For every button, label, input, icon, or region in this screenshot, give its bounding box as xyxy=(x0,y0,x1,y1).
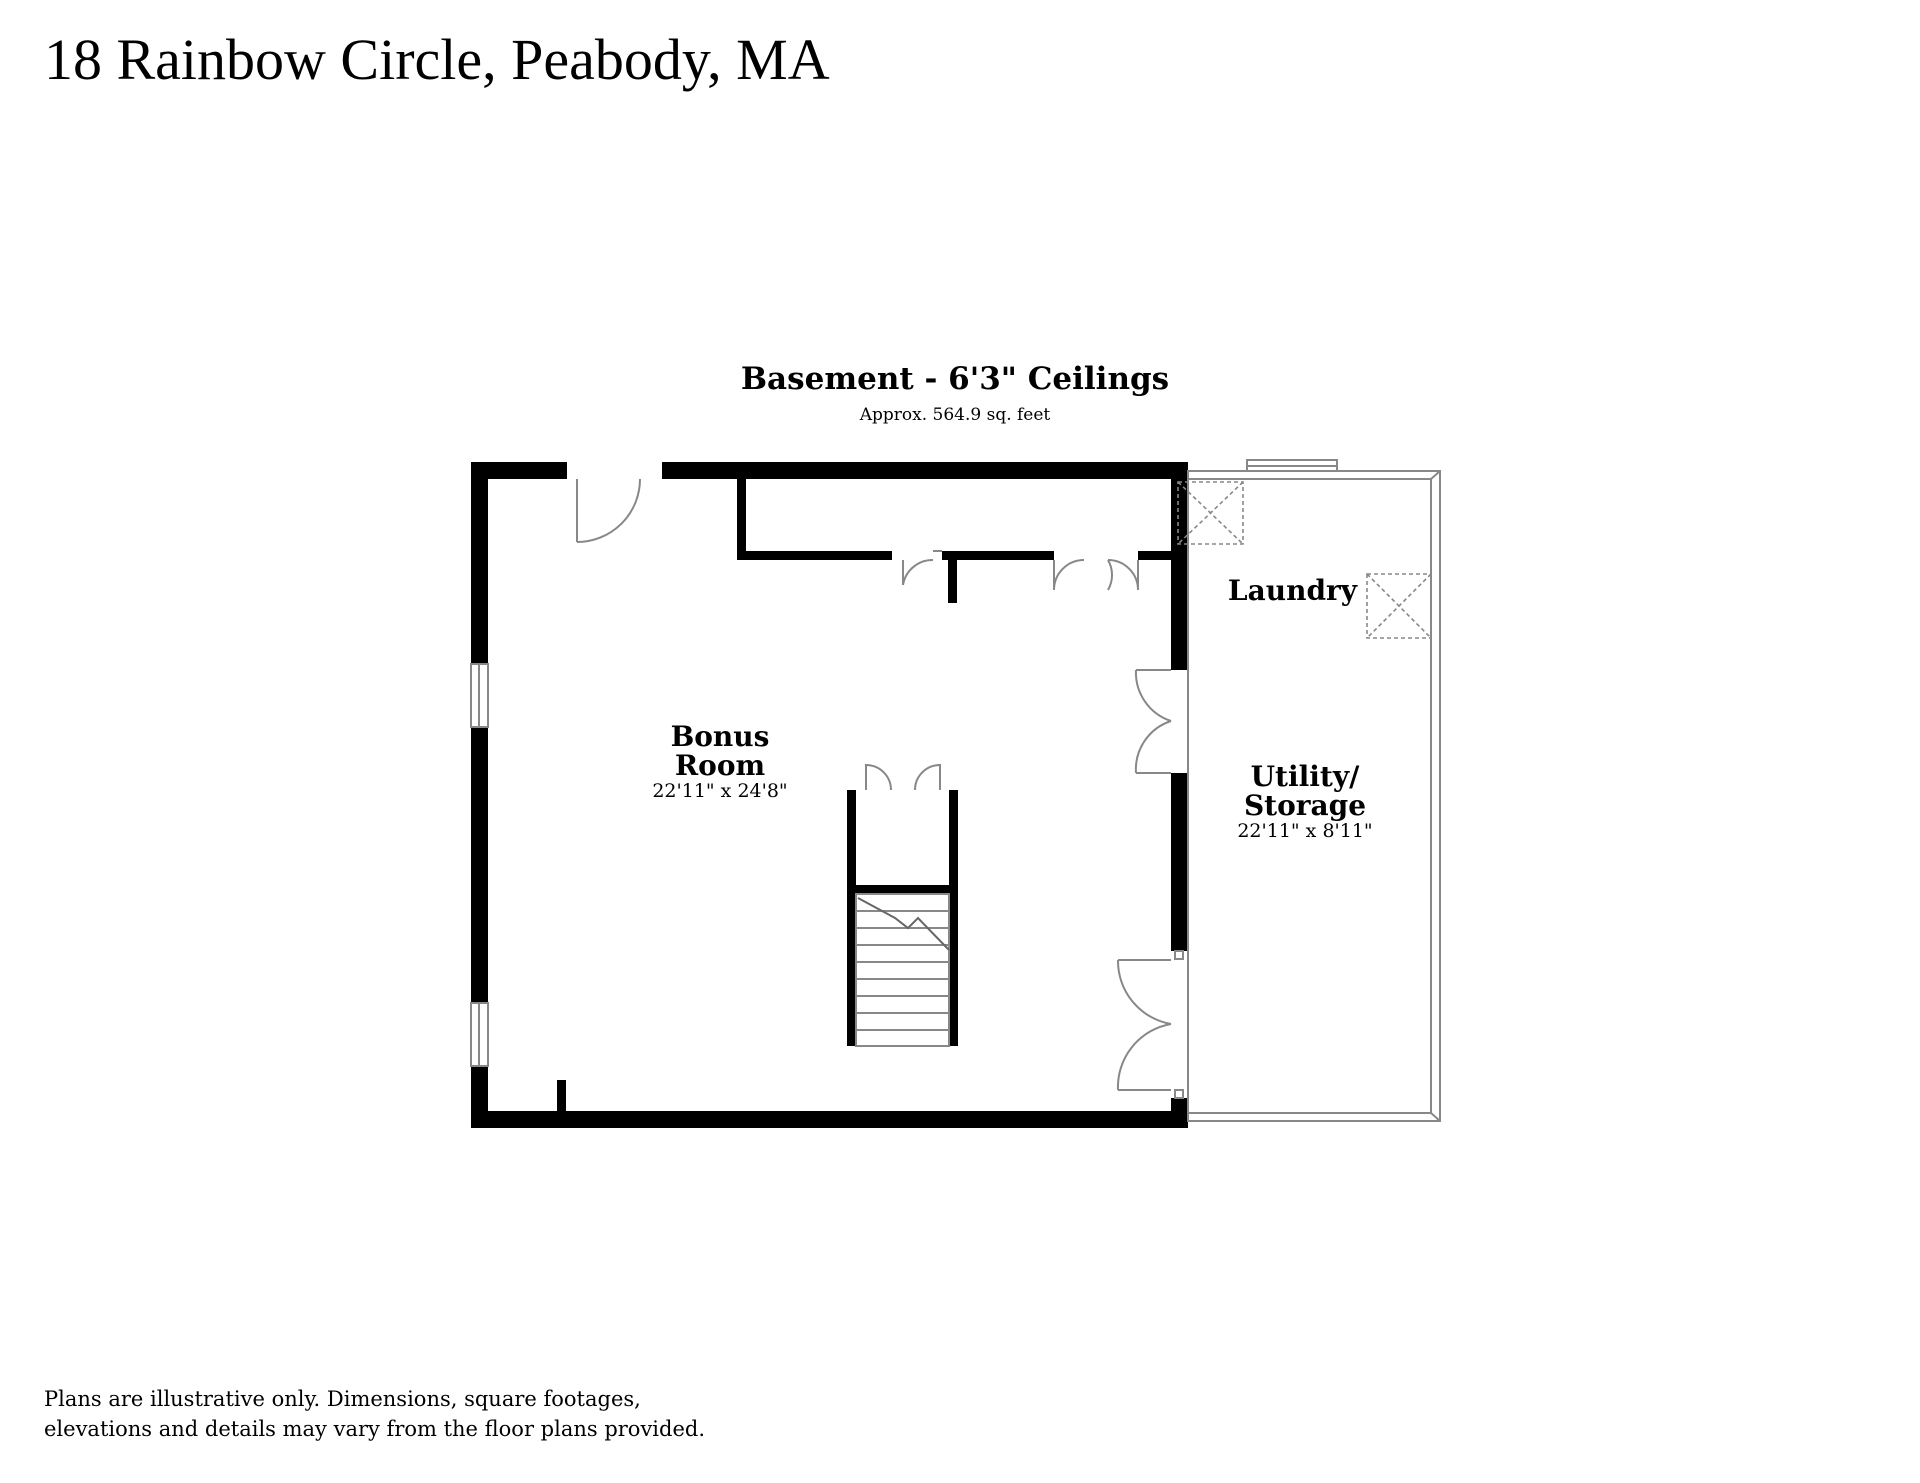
stair-wall-right xyxy=(949,790,958,1046)
closet-wall-left xyxy=(737,479,746,560)
stair-wall-left xyxy=(847,790,856,1046)
room-name: Bonus Room xyxy=(670,720,770,782)
room-dimensions: 22'11" x 8'11" xyxy=(1237,820,1373,842)
door-swing-top xyxy=(577,479,640,542)
room-laundry xyxy=(1200,576,1385,605)
stair-run xyxy=(856,894,949,1046)
disclaimer: Plans are illustrative only. Dimensions, square footages, elevations and details may vary from the floor plans provided. xyxy=(44,1387,706,1441)
right-wall-bottom xyxy=(1171,1098,1188,1128)
door-swing-stair-b xyxy=(915,765,940,790)
room-bonus xyxy=(610,722,830,802)
room-utility xyxy=(1195,762,1415,842)
door-swing-bifold-b xyxy=(1108,560,1138,590)
room-name: Laundry xyxy=(1227,574,1358,607)
stair-landing-wall xyxy=(847,885,958,894)
door-swing-stair-a xyxy=(866,765,891,790)
left-wall-upper xyxy=(471,462,488,664)
door-swing-right-upper-b xyxy=(1136,721,1171,773)
bottom-wall xyxy=(471,1111,1188,1128)
door-swing-bifold-a xyxy=(1054,560,1084,590)
door-swing-right-lower-b xyxy=(1118,1024,1171,1090)
right-wall-middle xyxy=(1171,773,1188,951)
stairs xyxy=(856,894,949,1046)
door-swing-right-lower-a xyxy=(1118,960,1171,1024)
left-wall-middle xyxy=(471,727,488,1003)
door-swing-closet xyxy=(903,560,933,585)
closet-divider xyxy=(948,551,957,603)
room-name: Utility/ Storage xyxy=(1243,760,1367,822)
closet-wall-bottom-b xyxy=(942,551,1054,560)
closet-wall-bottom-a xyxy=(737,551,892,560)
page-title: 18 Rainbow Circle, Peabody, MA xyxy=(44,27,830,92)
door-swing-right-upper-a xyxy=(1136,670,1171,721)
room-dimensions: 22'11" x 24'8" xyxy=(652,780,788,802)
floor-heading: Basement - 6'3" Ceilings xyxy=(740,361,1170,397)
floor-area: Approx. 564.9 sq. feet xyxy=(859,405,1051,425)
right-wall-top xyxy=(1171,462,1188,670)
bottom-stub xyxy=(557,1080,566,1115)
fixtures xyxy=(1178,482,1431,638)
closet-wall-bottom-c xyxy=(1138,551,1178,560)
top-wall-right xyxy=(662,462,1188,479)
